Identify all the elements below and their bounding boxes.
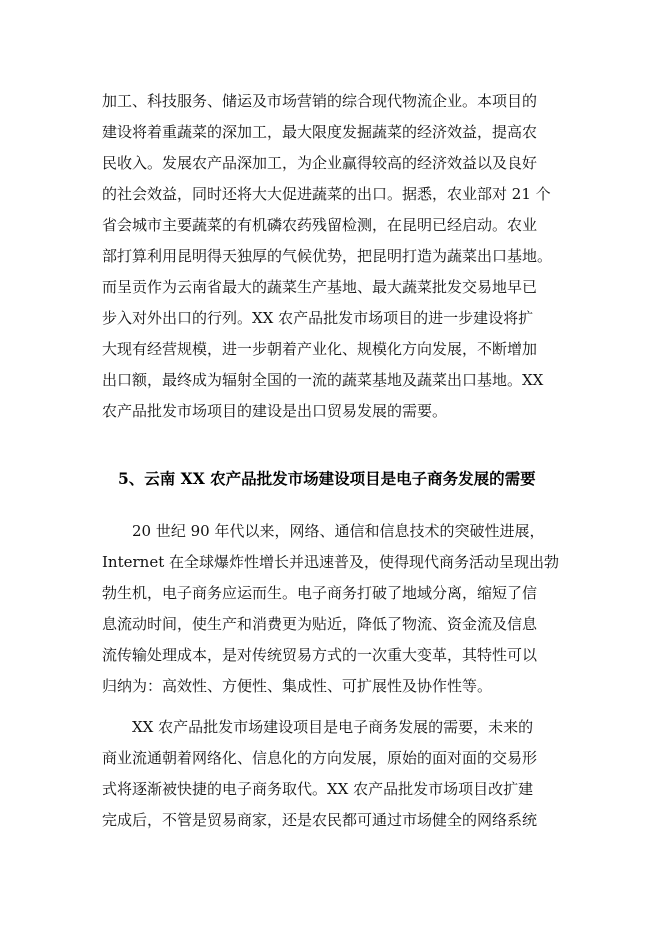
text-line: 的社会效益，同时还将大大促进蔬菜的出口。据悉，农业部对 21 个 [102, 185, 551, 203]
text-line: 农产品批发市场项目的建设是出口贸易发展的需要。 [102, 402, 448, 420]
text-line: 而呈贡作为云南省最大的蔬菜生产基地、最大蔬菜批发交易地早已 [102, 278, 538, 296]
text-line: 流传输处理成本，是对传统贸易方式的一次重大变革，其特性可以 [102, 646, 538, 664]
text-line: 部打算利用昆明得天独厚的气候优势，把昆明打造为蔬菜出口基地。 [102, 247, 553, 265]
text-line: 式将逐渐被快捷的电子商务取代。XX 农产品批发市场项目改扩建 [102, 780, 534, 798]
text-line: 加工、科技服务、储运及市场营销的综合现代物流企业。本项目的 [102, 92, 538, 110]
text-line: 息流动时间，使生产和消费更为贴近，降低了物流、资金流及信息 [102, 615, 538, 633]
text-line: 商业流通朝着网络化、信息化的方向发展，原始的面对面的交易形 [102, 749, 538, 767]
text-line: Internet 在全球爆炸性增长并迅速普及，使得现代商务活动呈现出勃 [102, 553, 559, 571]
text-line: 20 世纪 90 年代以来，网络、通信和信息技术的突破性进展， [132, 522, 545, 540]
text-line: 步入对外出口的行列。XX 农产品批发市场项目的进一步建设将扩 [102, 309, 534, 327]
text-line: 省会城市主要蔬菜的有机磷农药残留检测，在昆明已经启动。农业 [102, 216, 538, 234]
section-heading: 5、云南 XX 农产品批发市场建设项目是电子商务发展的需要 [118, 469, 536, 488]
text-line: 完成后，不管是贸易商家，还是农民都可通过市场健全的网络系统 [102, 811, 538, 829]
text-line: XX 农产品批发市场建设项目是电子商务发展的需要，未来的 [132, 718, 534, 736]
text-line: 勃生机，电子商务应运而生。电子商务打破了地域分离，缩短了信 [102, 584, 538, 602]
text-line: 民收入。发展农产品深加工，为企业赢得较高的经济效益以及良好 [102, 154, 538, 172]
text-line: 出口额，最终成为辐射全国的一流的蔬菜基地及蔬菜出口基地。XX [102, 371, 544, 389]
text-line: 建设将着重蔬菜的深加工，最大限度发掘蔬菜的经济效益，提高农 [102, 123, 538, 141]
text-line: 大现有经营规模，进一步朝着产业化、规模化方向发展，不断增加 [102, 340, 538, 358]
text-line: 归纳为：高效性、方便性、集成性、可扩展性及协作性等。 [102, 677, 493, 695]
